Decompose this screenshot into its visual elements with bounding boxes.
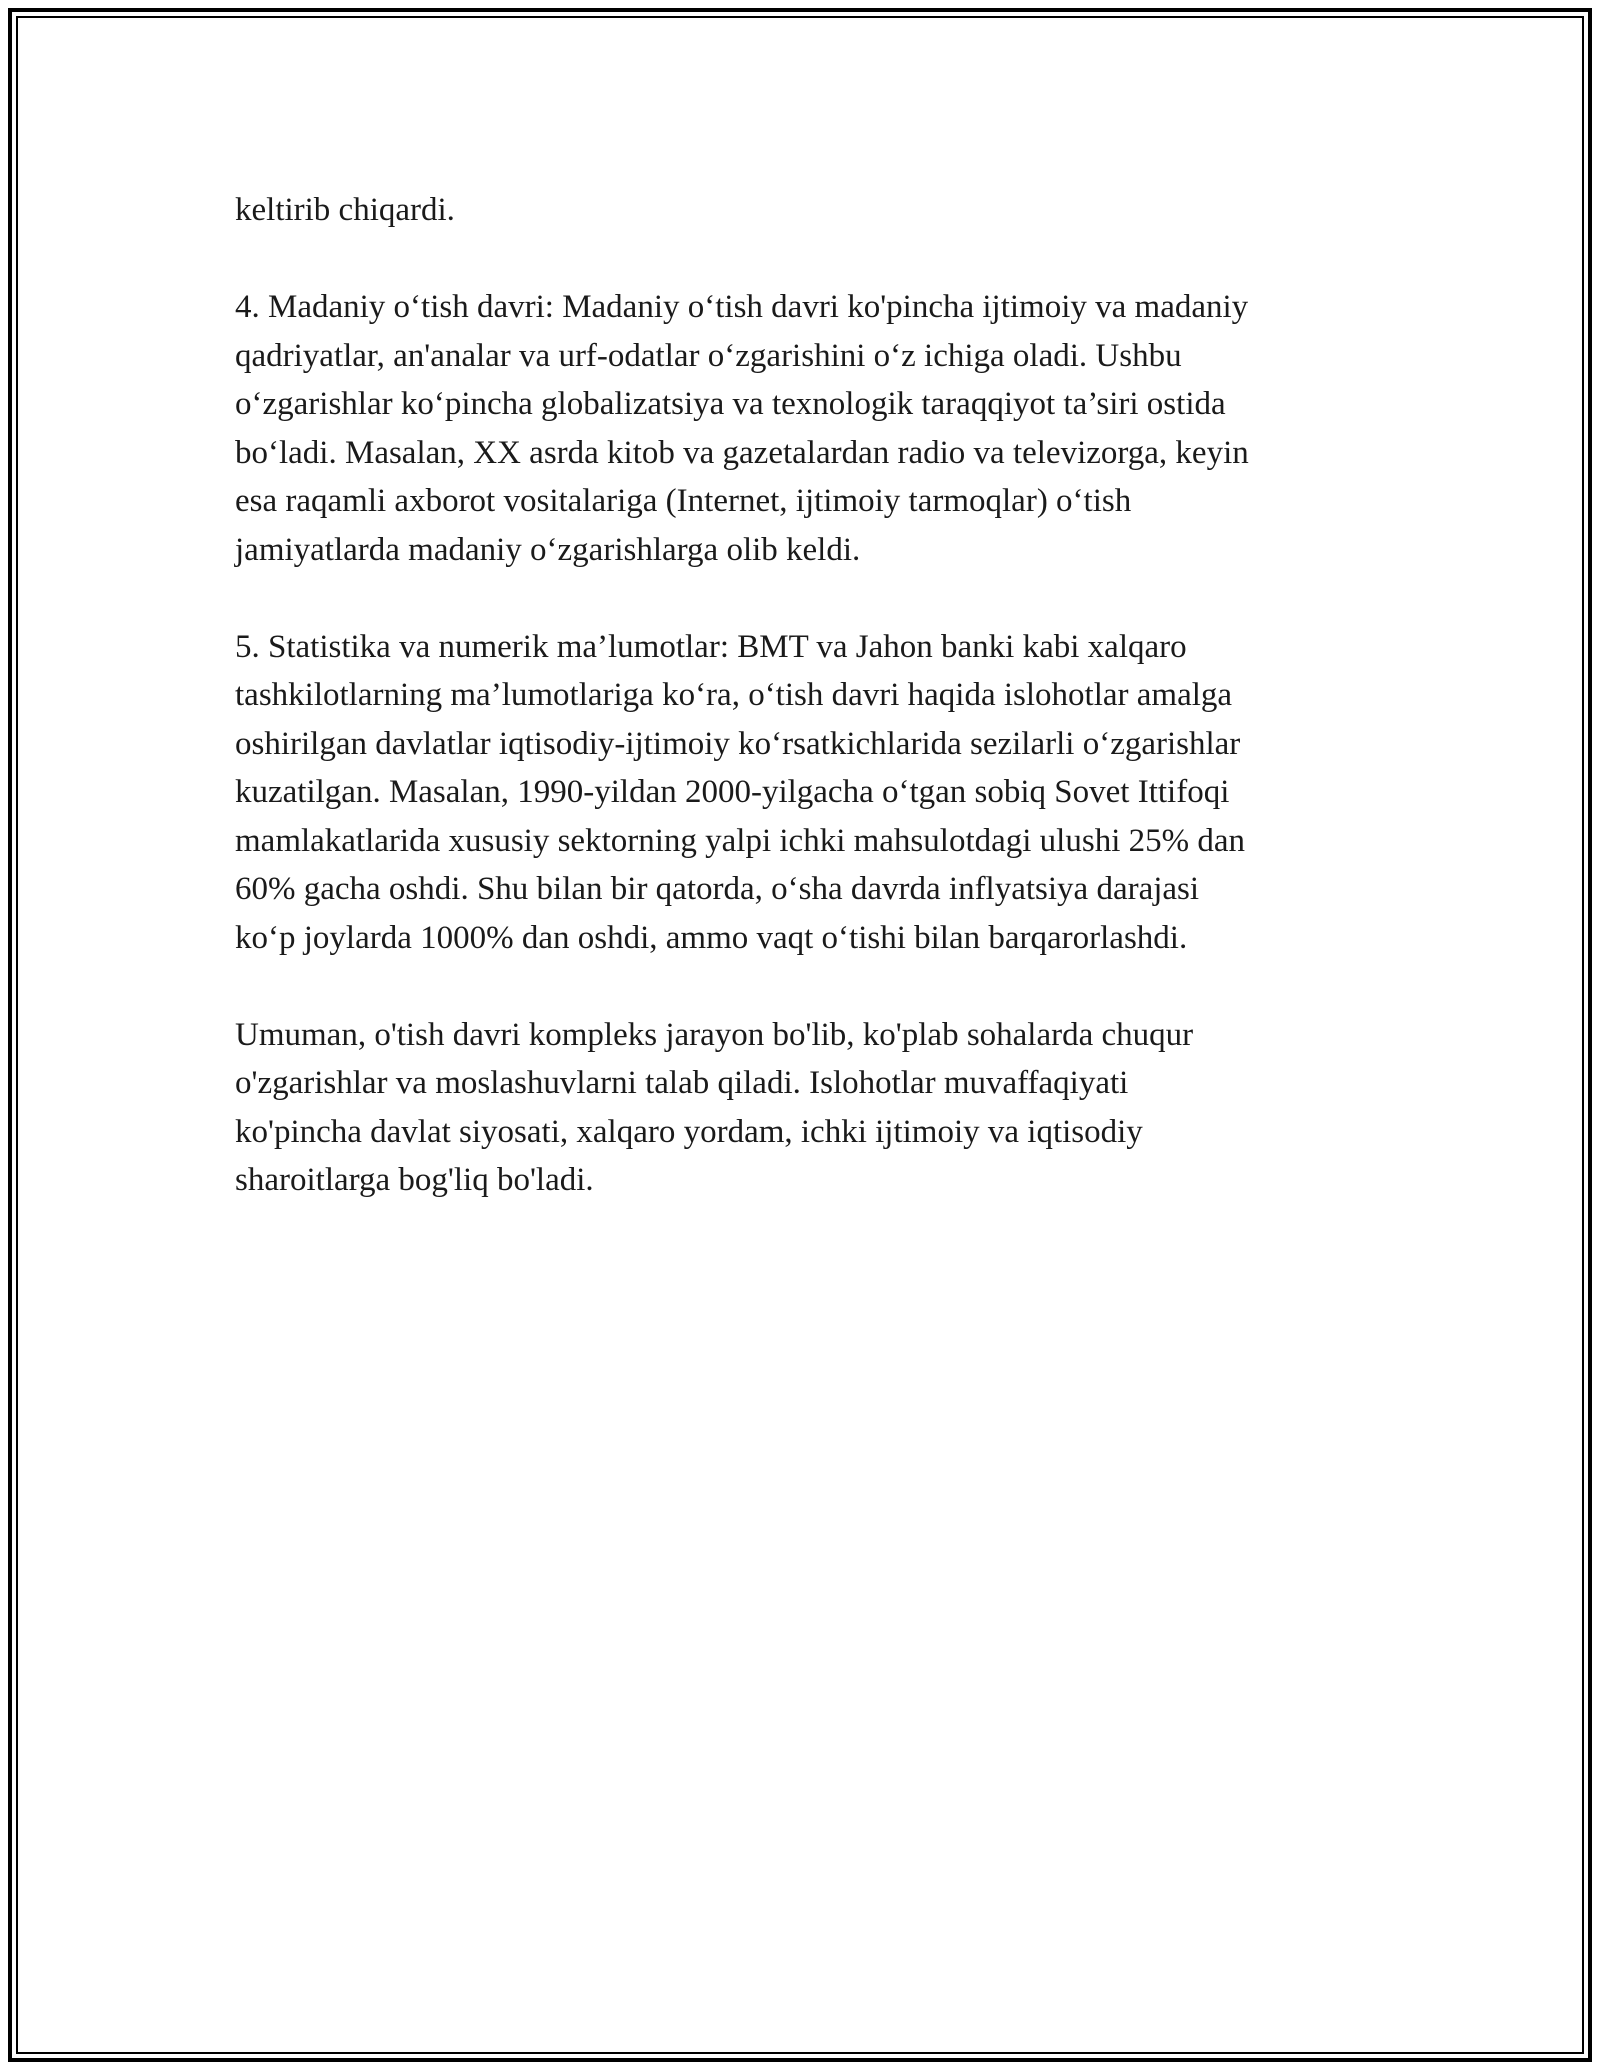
text-line: o‘zgarishlar ko‘pincha globalizatsiya va texnologik taraqqiyot ta’siri ostida [235, 386, 1226, 422]
text-line: 60% gacha oshdi. Shu bilan bir qatorda, o‘sha davrda inflyatsiya darajasi [235, 871, 1200, 907]
text-line: kuzatilgan. Masalan, 1990-yildan 2000-yilgacha o‘tgan sobiq Sovet Ittifoqi [235, 774, 1230, 810]
text-line: sharoitlarga bog'liq bo'ladi. [235, 1162, 594, 1198]
text-line: bo‘ladi. Masalan, XX asrda kitob va gazetalardan radio va televizorga, keyin [235, 434, 1249, 471]
text-line: mamlakatlarida xususiy sektorning yalpi ichki mahsulotdagi ulushi 25% dan [235, 822, 1245, 859]
text-line: 5. Statistika va numerik ma’lumotlar: BMT va Jahon banki kabi xalqaro [235, 628, 1187, 665]
text-line: 4. Madaniy o‘tish davri: Madaniy o‘tish davri ko'pincha ijtimoiy va madaniy [235, 289, 1249, 325]
text-line: keltirib chiqardi. [235, 192, 455, 228]
text-line: Umuman, o'tish davri kompleks jarayon bo'lib, ko'plab sohalarda chuqur [235, 1016, 1194, 1053]
text-line: ko‘p joylarda 1000% dan oshdi, ammo vaqt o‘tishi bilan barqarorlashdi. [235, 919, 1188, 956]
text-line: tashkilotlarning ma’lumotlariga ko‘ra, o‘tish davri haqida islohotlar amalga [235, 677, 1233, 713]
paragraph-statistics [235, 623, 1375, 963]
text-line: oshirilgan davlatlar iqtisodiy-ijtimoiy ko‘rsatkichlarida sezilarli o‘zgarishlar [235, 725, 1241, 762]
text-line: esa raqamli axborot vositalariga (Internet, ijtimoiy tarmoqlar) o‘tish [235, 483, 1132, 519]
paragraph-continuation [235, 186, 1375, 235]
text-line: ko'pincha davlat siyosati, xalqaro yordam, ichki ijtimoiy va iqtisodiy [235, 1113, 1143, 1150]
text-line: qadriyatlar, an'analar va urf-odatlar o‘zgarishini o‘z ichiga oladi. Ushbu [235, 337, 1182, 374]
document-body [235, 186, 1375, 1253]
text-line: o'zgarishlar va moslashuvlarni talab qiladi. Islohotlar muvaffaqiyati [235, 1065, 1129, 1101]
text-line: jamiyatlarda madaniy o‘zgarishlarga olib keldi. [235, 531, 861, 568]
paragraph-conclusion [235, 1011, 1375, 1205]
paragraph-cultural-transition [235, 283, 1375, 574]
